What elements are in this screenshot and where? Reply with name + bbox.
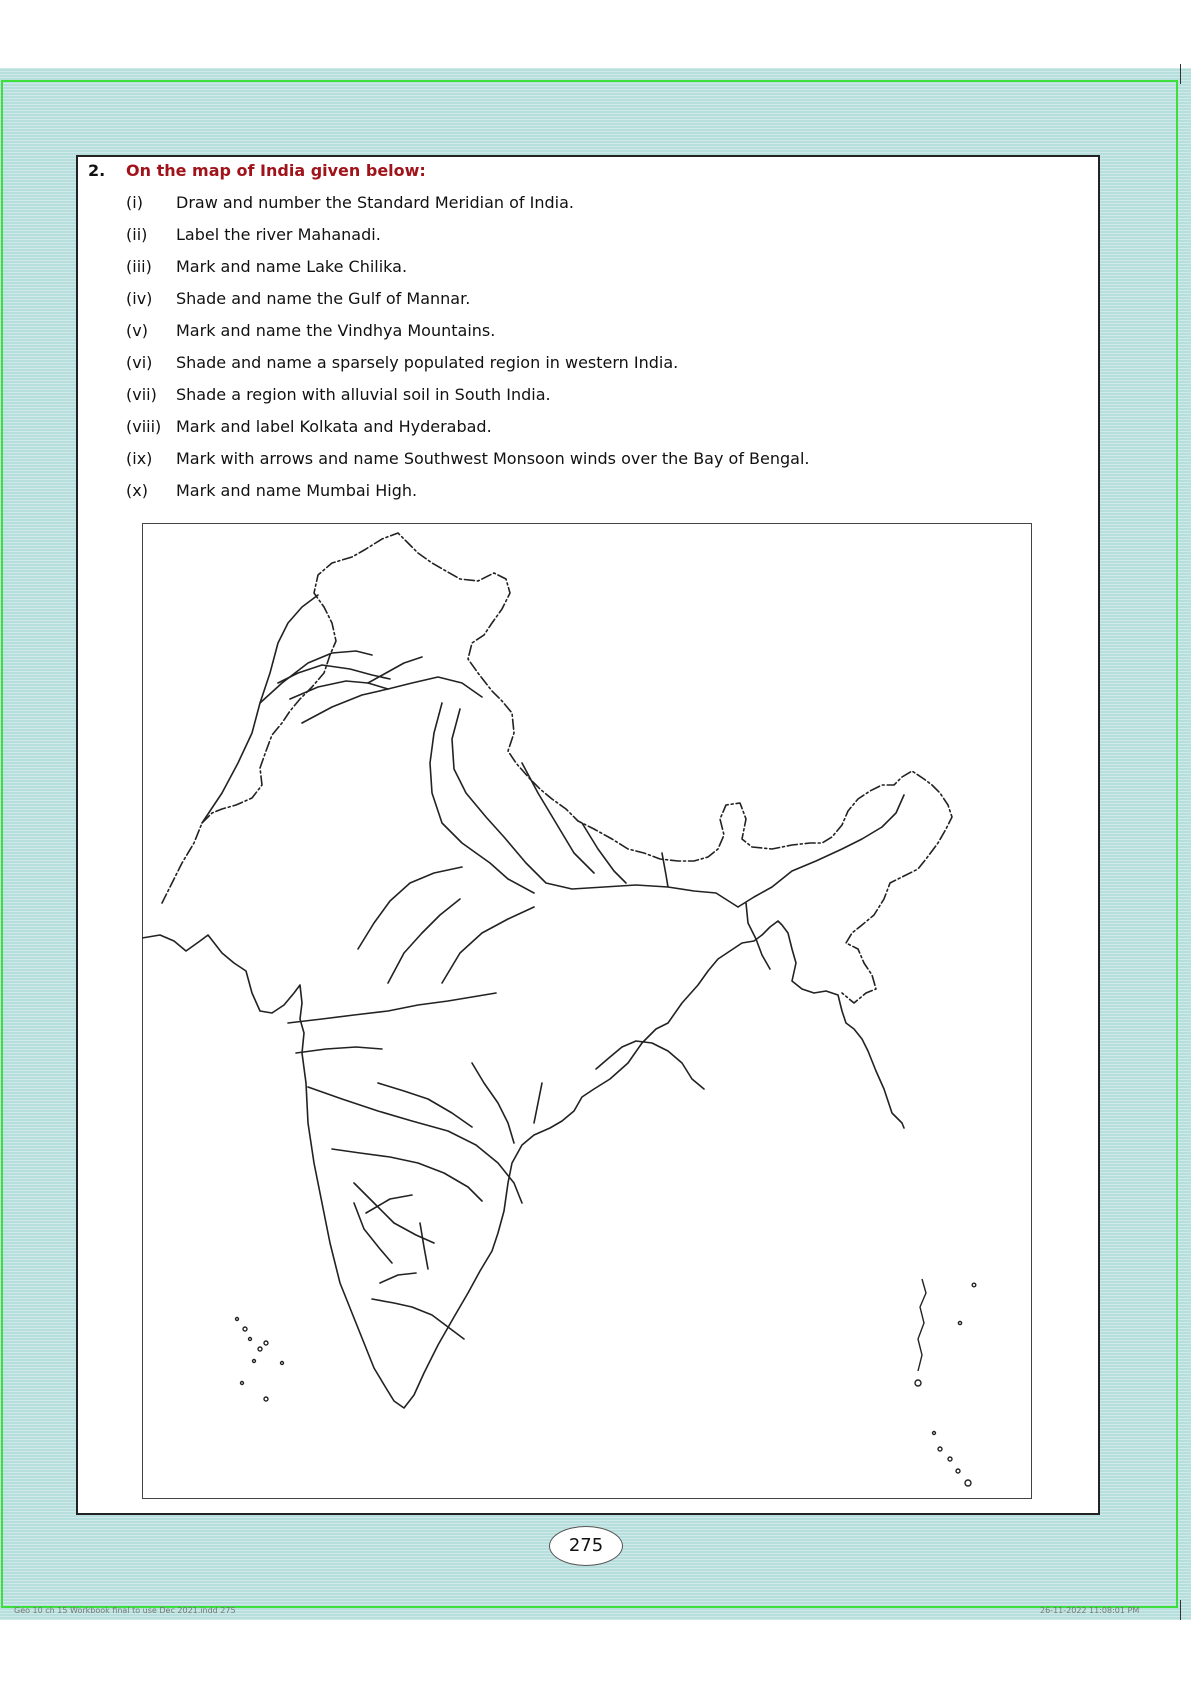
item-text: Shade and name the Gulf of Mannar. [176, 289, 471, 308]
river-gandak [582, 823, 626, 883]
item-text: Mark and name Mumbai High. [176, 481, 418, 500]
river-mahanadi [596, 1041, 704, 1089]
river-godavari [308, 1087, 522, 1203]
question-number: 2. [88, 161, 106, 180]
instruction-item [126, 289, 470, 308]
river-tungabhadra [354, 1203, 392, 1263]
item-numeral: (v) [126, 321, 148, 340]
page-number: 275 [549, 1526, 623, 1566]
item-numeral: (ix) [126, 449, 153, 468]
item-numeral: (iv) [126, 289, 153, 308]
question-heading: On the map of India given below: [126, 161, 426, 180]
item-text: Mark and label Kolkata and Hyderabad. [176, 417, 492, 436]
north-border [162, 533, 952, 1003]
item-numeral: (iii) [126, 257, 152, 276]
river-wainganga [472, 1063, 514, 1143]
instruction-item [126, 449, 810, 468]
instruction-item [126, 385, 551, 404]
instruction-item [126, 193, 574, 212]
footer-file-name: Geo 10 ch 15 Workbook final to use Dec 2021.indd 275 [14, 1606, 236, 1615]
lakshadweep-islands [236, 1318, 284, 1402]
andaman-nicobar-islands [915, 1279, 976, 1486]
item-numeral: (vii) [126, 385, 157, 404]
item-text: Mark with arrows and name Southwest Monsoon winds over the Bay of Bengal. [176, 449, 810, 468]
river-ghaghara [522, 763, 594, 873]
river-kosi [662, 853, 668, 887]
item-numeral: (i) [126, 193, 143, 212]
india-outline-map [142, 523, 1030, 1497]
river-tungabhadra-2 [366, 1195, 412, 1213]
river-ravi [290, 681, 388, 699]
river-yamuna [430, 703, 534, 893]
item-text: Mark and name Lake Chilika. [176, 257, 408, 276]
river-chambal [358, 867, 462, 949]
river-penner [420, 1223, 428, 1269]
item-text: Shade a region with alluvial soil in South India. [176, 385, 551, 404]
river-ganga [452, 709, 738, 907]
item-numeral: (x) [126, 481, 148, 500]
instruction-item [126, 321, 495, 340]
item-text: Draw and number the Standard Meridian of India. [176, 193, 574, 212]
crop-mark [1180, 64, 1181, 84]
river-narmada [288, 993, 496, 1023]
crop-mark [1180, 1600, 1181, 1620]
india-boundary [142, 921, 904, 1408]
instruction-item [126, 257, 407, 276]
river-beas [368, 657, 422, 683]
instruction-item [126, 353, 678, 372]
river-krishna [332, 1149, 482, 1201]
river-kaveri-trib [380, 1273, 416, 1283]
instruction-item [126, 417, 492, 436]
item-text: Shade and name a sparsely populated region in western India. [176, 353, 679, 372]
instruction-item [126, 481, 417, 500]
item-numeral: (viii) [126, 417, 162, 436]
river-brahmaputra [738, 795, 904, 907]
item-numeral: (vi) [126, 353, 153, 372]
item-text: Label the river Mahanadi. [176, 225, 381, 244]
river-kaveri [372, 1299, 464, 1339]
river-tapi [296, 1047, 382, 1053]
item-text: Mark and name the Vindhya Mountains. [176, 321, 496, 340]
river-godavari-trib [378, 1083, 472, 1127]
river-jhelum [260, 651, 372, 703]
instruction-item [126, 225, 381, 244]
river-son [442, 907, 534, 983]
footer-timestamp: 26-11-2022 11:08:01 PM [1040, 1606, 1140, 1615]
item-numeral: (ii) [126, 225, 148, 244]
river-brahmaputra-lower [746, 903, 770, 969]
river-indravati [534, 1083, 542, 1123]
